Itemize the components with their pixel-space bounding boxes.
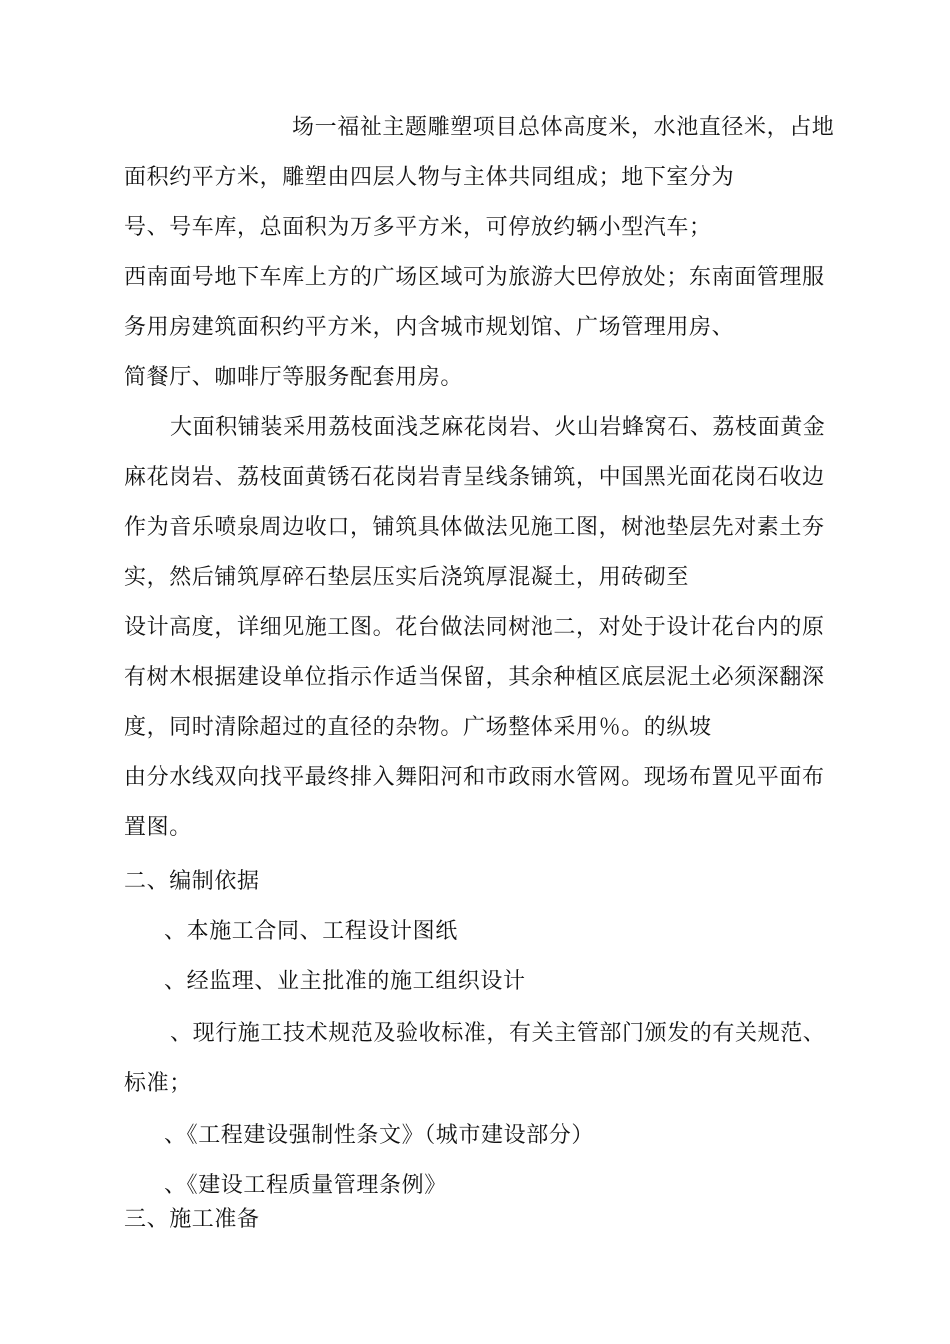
paragraph-line: 面积约平方米，雕塑由四层人物与主体共同组成；地下室分为 <box>124 165 735 190</box>
section-heading: 二、编制依据 <box>124 869 260 894</box>
section-heading: 三、施工准备 <box>124 1207 260 1232</box>
paragraph-line: 麻花岗岩、荔枝面黄锈石花岗岩青呈线条铺筑，中国黑光面花岗石收边 <box>124 465 825 490</box>
list-item: 、本施工合同、工程设计图纸 <box>164 919 458 944</box>
list-item: 、现行施工技术规范及验收标准，有关主管部门颁发的有关规范、 <box>170 1021 826 1046</box>
paragraph-line: 务用房建筑面积约平方米，内含城市规划馆、广场管理用房、 <box>124 315 735 340</box>
paragraph-line: 简餐厅、咖啡厅等服务配套用房。 <box>124 365 464 390</box>
paragraph-line: 由分水线双向找平最终排入舞阳河和市政雨水管网。现场布置见平面布 <box>124 765 825 790</box>
paragraph-line: 作为音乐喷泉周边收口，铺筑具体做法见施工图，树池垫层先对素土夯 <box>124 515 825 540</box>
paragraph-line: 置图。 <box>124 815 192 840</box>
paragraph-line: 大面积铺装采用荔枝面浅芝麻花岗岩、火山岩蜂窝石、荔枝面黄金 <box>170 415 826 440</box>
paragraph-line: 号、号车库，总面积为万多平方米，可停放约辆小型汽车； <box>124 215 712 240</box>
list-item: 、《工程建设强制性条文》（城市建设部分） <box>164 1123 595 1148</box>
paragraph-line: 设计高度，详细见施工图。花台做法同树池二，对处于设计花台内的原 <box>124 615 825 640</box>
list-item: 、《建设工程质量管理条例》 <box>164 1173 447 1198</box>
list-item: 、经监理、业主批准的施工组织设计 <box>164 969 526 994</box>
paragraph-line: 西南面号地下车库上方的广场区域可为旅游大巴停放处；东南面管理服 <box>124 265 825 290</box>
paragraph-line: 场一福祉主题雕塑项目总体高度米，水池直径米，占地 <box>292 115 835 140</box>
paragraph-line: 有树木根据建设单位指示作适当保留，其余种植区底层泥土必须深翻深 <box>124 665 825 690</box>
paragraph-line: 度，同时清除超过的直径的杂物。广场整体采用％。的纵坡 <box>124 715 712 740</box>
paragraph-line: 实，然后铺筑厚碎石垫层压实后浇筑厚混凝土，用砖砌至 <box>124 565 690 590</box>
list-item-continuation: 标准； <box>124 1071 192 1096</box>
